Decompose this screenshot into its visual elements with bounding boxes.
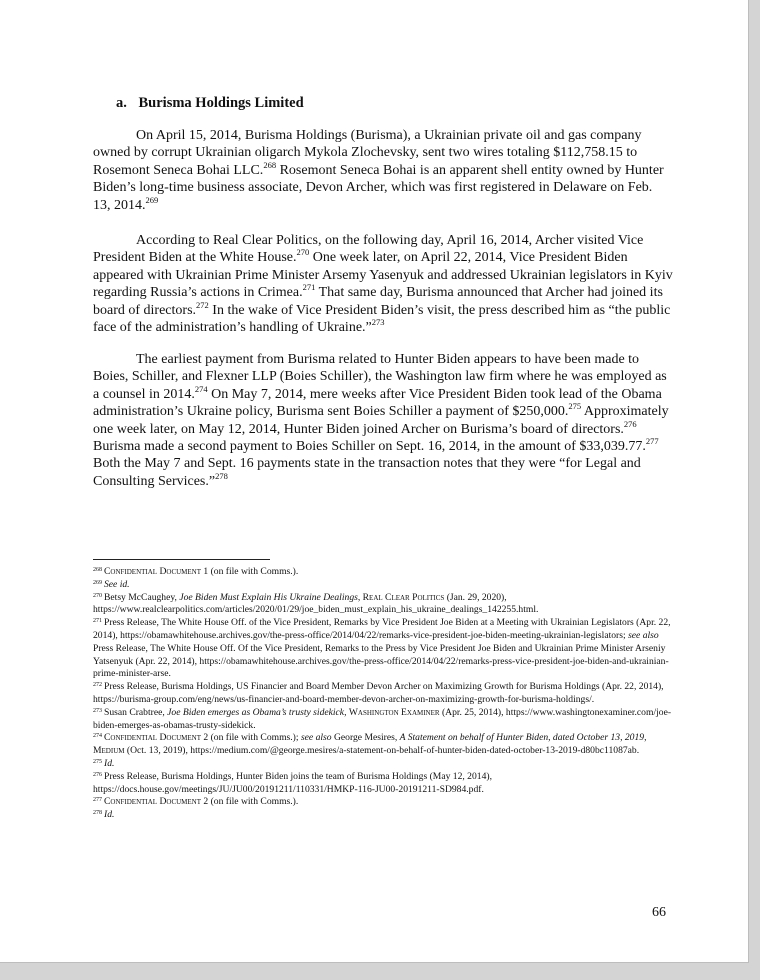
footnote-number: 269 — [93, 579, 102, 586]
footnote-275 — [93, 758, 673, 771]
footnote-text: (Apr. 25, 2014), https://www.washingtonexaminer.com/joe-biden-emerges-as-obamas-trusty-sidekick. — [93, 706, 672, 731]
paragraph-text: Burisma made a second payment to Boies Schiller on Sept. 16, 2014, in the amount of $33,039.77. — [93, 439, 646, 455]
body-paragraph — [93, 351, 673, 490]
footnote-273 — [93, 707, 673, 733]
footnote-text: Press Release, The White House Off. of the Vice President, Remarks by Vice President Joe Biden at a Meeting with Ukrainian Legislators (Apr. 22, 2014), https://obamawhitehouse.archives.gov/the-press-office/2014/04/22/remarks-vice-president-joe-biden-meeting-ukrainian-legislators; — [93, 617, 671, 641]
footnote-marker: 273 — [371, 317, 385, 328]
footnote-marker: 271 — [302, 282, 316, 293]
footnote-marker: 269 — [145, 194, 159, 205]
paragraph-text: Both the May 7 and Sept. 16 payments state in the transaction notes that they were “for Legal and Consulting Services.” — [93, 456, 641, 489]
footnote-268 — [93, 566, 673, 579]
footnote-number: 276 — [93, 771, 102, 778]
footnote-text: George Mesires, — [331, 732, 400, 744]
paragraph-text: Approximately one week later, on May 12, 2014, Hunter Biden joined Archer on Burisma’s board of directors. — [93, 404, 669, 437]
footnote-text: Joe Biden Must Explain His Ukraine Dealings — [179, 591, 358, 603]
section-title: Burisma Holdings Limited — [138, 95, 304, 111]
footnote-number: 277 — [93, 797, 102, 804]
footnote-text: See id. — [104, 578, 130, 590]
section-number: a. — [116, 95, 127, 111]
footnote-text: Washington Examiner — [348, 706, 440, 718]
footnote-text: Medium — [93, 745, 125, 757]
footnote-text: Joe Biden emerges as Obama’s trusty sidekick — [167, 706, 345, 718]
footnote-text: 1 (on file with Comms.). — [201, 566, 299, 577]
footnote-marker: 278 — [215, 470, 228, 481]
footnote-278 — [93, 809, 673, 822]
footnote-marker: 274 — [194, 383, 208, 394]
footnote-271 — [93, 617, 673, 681]
footnote-marker: 272 — [196, 299, 209, 310]
footnote-269 — [93, 579, 673, 592]
footnote-text: A Statement on behalf of Hunter Biden, dated October 13, 2019 — [399, 732, 645, 744]
footnote-number: 271 — [93, 618, 102, 625]
footnote-marker: 268 — [263, 159, 277, 170]
footnote-text: , — [644, 732, 647, 744]
paragraph-text: The earliest payment from Burisma related to Hunter Biden appears to have been made to Boies, Schiller, and Flexner LLP (Boies Schiller), the Washington law firm where he was employed as a counsel in 2014. — [93, 352, 667, 402]
footnote-number: 273 — [93, 707, 102, 714]
footnote-274 — [93, 732, 673, 758]
paragraph-text: In the wake of Vice President Biden’s visit, the press described him as “the public face of the administration’s handling of Ukraine.” — [93, 302, 671, 336]
footnote-277 — [93, 796, 673, 809]
footnote-text: Confidential Document — [104, 732, 201, 744]
footnote-marker: 275 — [568, 401, 582, 412]
footnote-marker: 277 — [645, 436, 659, 447]
footnote-text: Id. — [104, 757, 115, 769]
paragraph-text: Rosemont Seneca Bohai is an apparent shell entity owned by Hunter Biden’s long-time business associate, Devon Archer, which was first registered in Delaware on Feb. 13, 2014. — [93, 162, 664, 213]
footnote-text: see also — [628, 629, 659, 641]
footnote-text: 2 (on file with Comms.). — [201, 796, 299, 808]
footnote-text: Id. — [104, 809, 115, 821]
footnote-number: 268 — [93, 567, 102, 573]
paragraph-text: One week later, on April 22, 2014, Vice President Biden appeared with Ukrainian Prime Minister Arsemy Yasenyuk and addressed Ukrainian legislators in Kyiv regarding Russia’s actions in Crimea. — [93, 250, 673, 301]
body-paragraph — [93, 232, 673, 336]
footnote-text: Press Release, The White House Off. Of the Vice President, Remarks to the Press by Vice President Joe Biden and Ukrainian Prime Minister Arseniy Yatsenyuk (Apr. 22, 2014), https://obamawhitehouse.archives.gov/the-press-office/2014/04/22/remarks-press-vice-president-joe-biden-and-ukrainian-prime-minister-arse. — [93, 642, 669, 680]
page-number: 66 — [652, 905, 666, 920]
footnote-number: 270 — [93, 592, 102, 599]
footnote-marker: 276 — [623, 418, 637, 429]
footnote-text: Susan Crabtree, — [104, 706, 168, 718]
body-paragraph — [93, 127, 673, 214]
footnote-text: Press Release, Burisma Holdings, US Financier and Board Member Devon Archer on Maximizing Growth for Burisma Holdings (Apr. 22, 2014), https://burisma-group.com/eng/news/us-financier-and-board-member-devon-archer-on-maximizing-growth-for-burisma-holdings/. — [93, 681, 664, 705]
paragraph-text: On April 15, 2014, Burisma Holdings (Burisma), a Ukrainian private oil and gas company owned by corrupt Ukrainian oligarch Mykola Zlochevsky, sent two wires totaling $112,758.15 to Rosemont Seneca Bohai LLC. — [93, 128, 642, 178]
paragraph-text: On May 7, 2014, mere weeks after Vice President Biden took lead of the Obama administration’s Ukraine policy, Burisma sent Boies Schiller a payment of $250,000. — [93, 386, 662, 420]
footnote-text: , — [344, 706, 349, 718]
footnote-text: Confidential Document — [104, 566, 201, 577]
footnote-272 — [93, 681, 673, 707]
footnote-text: (Jan. 29, 2020), https://www.realclearpolitics.com/articles/2020/01/29/joe_biden_must_explain_his_ukraine_dealings_142255.html. — [93, 591, 539, 616]
footnote-separator — [93, 559, 270, 560]
footnote-text: see also — [300, 732, 332, 744]
footnote-276 — [93, 771, 673, 797]
footnote-number: 274 — [93, 733, 102, 740]
footnote-text: Betsy McCaughey, — [104, 591, 180, 603]
footnote-number: 272 — [93, 682, 102, 689]
footnote-marker: 270 — [296, 247, 310, 258]
footnote-text: Press Release, Burisma Holdings, Hunter Biden joins the team of Burisma Holdings (May 12, 2014), https://docs.house.gov/meetings/JU/JU00/20191211/110331/HMKP-116-JU00-20191211-SD984.pdf. — [93, 770, 492, 795]
footnotes — [93, 566, 673, 822]
footnote-text: 2 (on file with Comms.); — [201, 732, 301, 744]
footnote-number: 275 — [93, 758, 102, 765]
footnote-text: Confidential Document — [104, 796, 201, 808]
footnote-text: (Oct. 13, 2019), https://medium.com/@george.mesires/a-statement-on-behalf-of-hunter-biden-dated-october-13-2019-d80bc11087ab. — [124, 745, 640, 757]
paragraph-text: That same day, Burisma announced that Archer had joined its board of directors. — [93, 285, 663, 318]
paragraph-text: According to Real Clear Politics, on the following day, April 16, 2014, Archer visited Vice President Biden at the White House. — [93, 233, 644, 266]
footnote-text: , — [357, 591, 363, 603]
footnote-text: Real Clear Politics — [362, 591, 445, 603]
footnote-number: 278 — [93, 810, 102, 817]
section-heading — [116, 95, 304, 112]
footnote-270 — [93, 592, 673, 618]
